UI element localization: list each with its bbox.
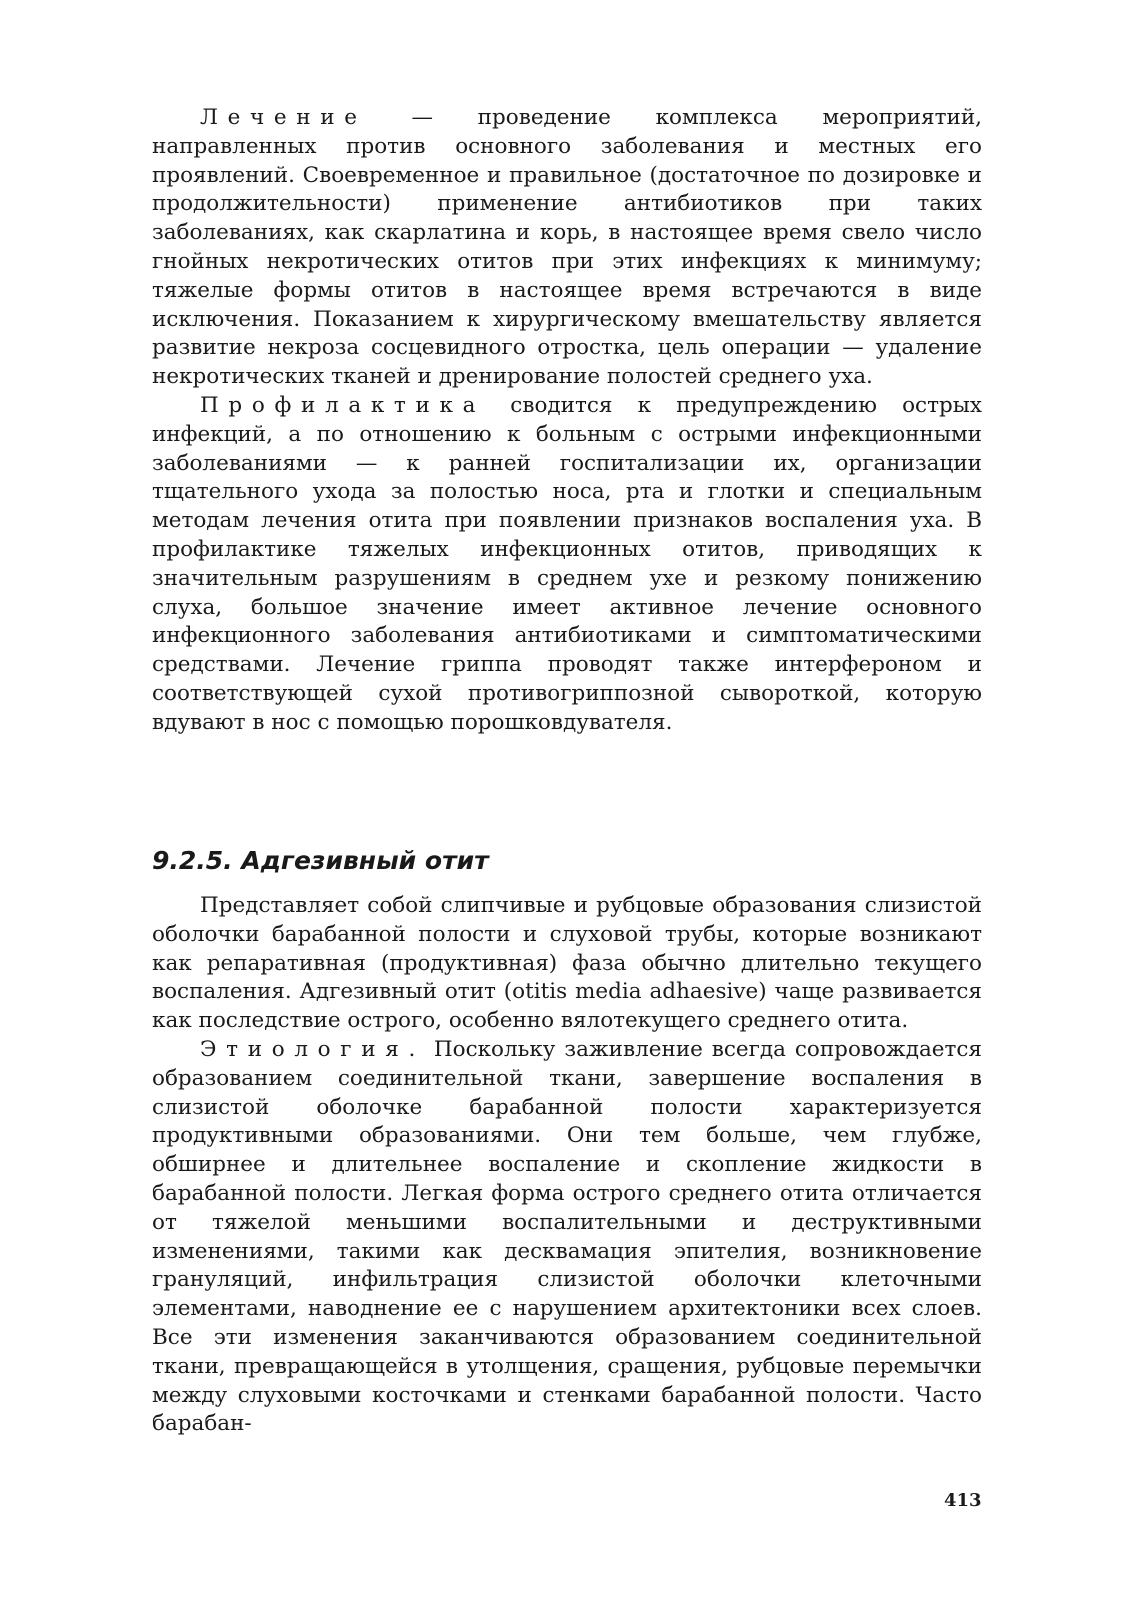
treatment-paragraph	[152, 104, 982, 392]
treatment-text: — проведение комплекса мероприятий, направленных против основного заболевания и местных его проявлений. Своевременное и правильное (достаточное по дозировке и продолжительности) применение антибиотиков при таких заболеваниях, как скарлатина и корь, в настоящее время свело число гнойных некротических отитов при этих инфекциях к минимуму; тяжелые формы отитов в настоящее время встречаются в виде исключения. Показанием к хирургическому вмешательству является развитие некроза сосцевидного отростка, цель операции — удаление некротических тканей и дренирование полостей среднего уха.	[152, 105, 982, 390]
treatment-prevention-text	[152, 104, 982, 738]
section-heading: 9.2.5. Адгезивный отит	[152, 846, 489, 875]
definition-paragraph	[152, 892, 982, 1036]
prevention-text: сводится к предупреждению острых инфекций, а по отношению к больным с острыми инфекционными заболеваниями — к ранней госпитализации их, организации тщательного ухода за полостью носа, рта и глотки и специальным методам лечения отита при появлении признаков воспаления уха. В профилактике тяжелых инфекционных отитов, приводящих к значительным разрушениям в среднем ухе и резкому понижению слуха, большое значение имеет активное лечение основного инфекционного заболевания антибиотиками и симптоматическими средствами. Лечение гриппа проводят также интерфероном и соответствующей сухой противогриппозной сывороткой, которую вдувают в нос с помощью порошковдувателя.	[152, 392, 982, 735]
prevention-paragraph	[152, 392, 982, 738]
prevention-term: Профилактика	[200, 392, 486, 418]
etiology-term: Этиология.	[200, 1036, 425, 1062]
adhesive-otitis-text	[152, 892, 982, 1439]
etiology-paragraph	[152, 1036, 982, 1439]
definition-text: Представляет собой слипчивые и рубцовые образования слизистой оболочки барабанной полости и слуховой трубы, которые возникают как репаративная (продуктивная) фаза обычно длительно текущего воспаления. Адгезивный отит (otitis media adhaesive) чаще развивается как последствие острого, особенно вялотекущего среднего отита.	[152, 893, 982, 1034]
treatment-term: Лечение	[200, 105, 367, 130]
page-number: 413	[944, 1490, 982, 1511]
etiology-text: Поскольку заживление всегда сопровождается образованием соединительной ткани, завершение воспаления в слизистой оболочке барабанной полости характеризуется продуктивными образованиями. Они тем больше, чем глубже, обширнее и длительнее воспаление и скопление жидкости в барабанной полости. Легкая форма острого среднего отита отличается от тяжелой меньшими воспалительными и деструктивными изменениями, такими как десквамация эпителия, возникновение грануляций, инфильтрация слизистой оболочки клеточными элементами, наводнение ее с нарушением архитектоники всех слоев. Все эти изменения заканчиваются образованием соединительной ткани, превращающейся в утолщения, сращения, рубцовые перемычки между слуховыми косточками и стенками барабанной полости. Часто барабан-	[152, 1036, 982, 1437]
